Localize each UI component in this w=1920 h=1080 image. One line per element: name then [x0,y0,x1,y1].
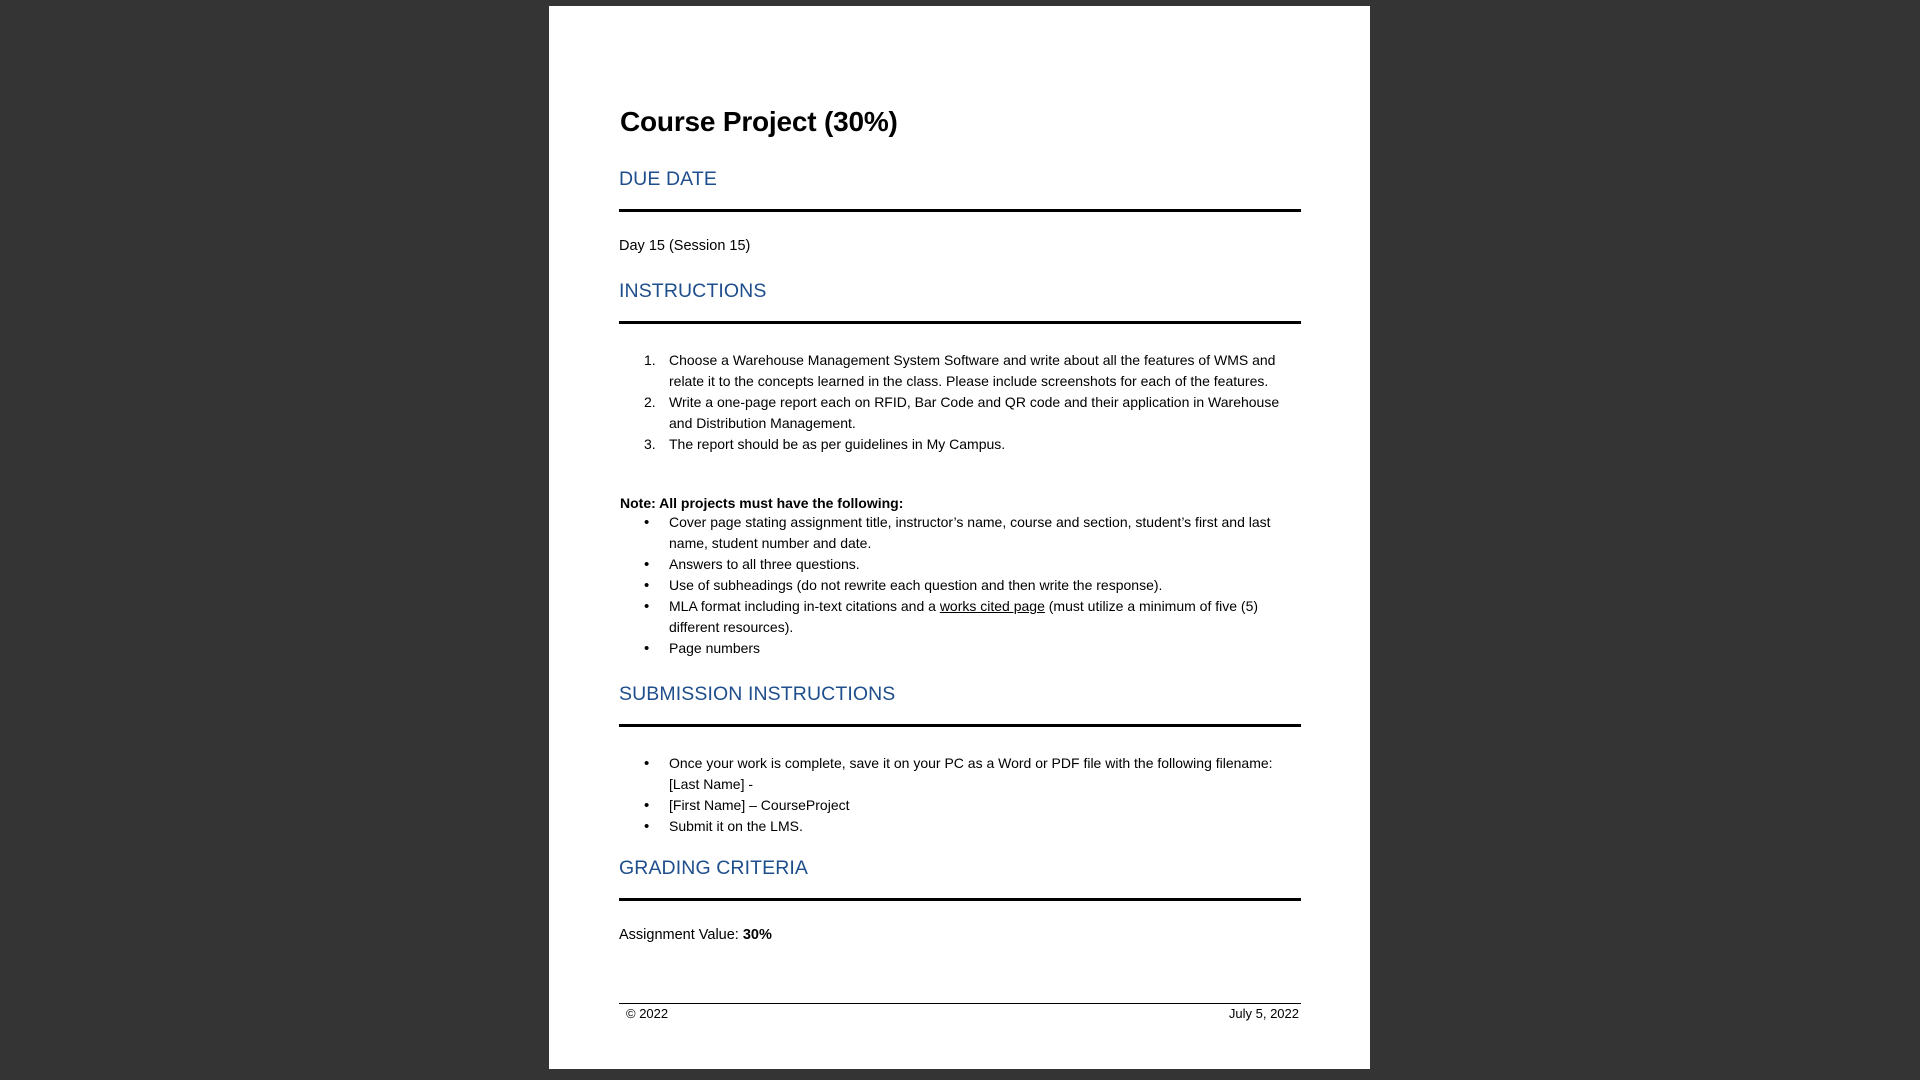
submission-item [619,816,1301,837]
instruction-item [619,434,1301,455]
due-date-text: Day 15 (Session 15) [619,238,751,254]
requirement-item [619,575,1301,596]
bullet-icon: • [644,755,650,772]
requirement-text: Answers to all three questions. [669,556,860,572]
instructions-heading: INSTRUCTIONS [619,280,1301,324]
page-footer [619,1003,1301,1021]
due-date-heading: DUE DATE [619,168,1301,212]
submission-item [619,795,1301,816]
submission-text: Submit it on the LMS. [669,818,803,834]
assignment-value-number: 30% [742,927,772,943]
list-number: 2. [644,394,656,410]
instruction-text: Choose a Warehouse Management System Software and write about all the features of WMS and relate it to the concepts learned in the class. Please include screenshots for each of the features. [669,352,1276,389]
requirement-item [619,596,1301,638]
requirement-text: Page numbers [669,640,761,656]
bullet-icon: • [644,556,650,573]
bullet-icon: • [644,598,650,615]
submission-list [619,753,1301,837]
bullet-icon: • [644,797,650,814]
requirements-list [619,512,1301,659]
assignment-value [619,927,1301,943]
requirement-item [619,512,1301,554]
document-page [549,6,1370,1069]
mla-text-after: (must utilize a minimum of five (5) different resources). [669,598,1259,635]
instruction-text: Write a one-page report each on RFID, Bar Code and QR code and their application in Warehouse and Distribution Management. [669,394,1280,431]
bullet-icon: • [644,640,650,657]
mla-text-before: MLA format including in-text citations and a [669,598,940,614]
submission-text: Once your work is complete, save it on your PC as a Word or PDF file with the following filename: [Last Name] - [669,755,1273,792]
bullet-icon: • [644,514,650,531]
list-number: 3. [644,436,656,452]
submission-item [619,753,1301,795]
requirement-text: Cover page stating assignment title, instructor’s name, course and section, student’s first and last name, student number and date. [669,514,1271,551]
footer-copyright: © 2022 [626,1006,669,1021]
assignment-value-label: Assignment Value: [619,927,743,943]
works-cited-link[interactable]: works cited page [939,598,1045,614]
instruction-item [619,392,1301,434]
instruction-text: The report should be as per guidelines in My Campus. [669,436,1006,452]
bullet-icon: • [644,577,650,594]
note-title: Note: All projects must have the following: [620,495,904,511]
requirement-text: Use of subheadings (do not rewrite each question and then write the response). [669,577,1163,593]
footer-date: July 5, 2022 [1228,1006,1299,1021]
instructions-list [619,350,1301,455]
instruction-item [619,350,1301,392]
submission-text: [First Name] – CourseProject [669,797,850,813]
requirement-item [619,554,1301,575]
page-title: Course Project (30%) [620,106,898,137]
list-number: 1. [644,352,656,368]
submission-heading: SUBMISSION INSTRUCTIONS [619,683,1301,727]
bullet-icon: • [644,818,650,835]
grading-heading: GRADING CRITERIA [619,857,1301,901]
requirement-item [619,638,1301,659]
